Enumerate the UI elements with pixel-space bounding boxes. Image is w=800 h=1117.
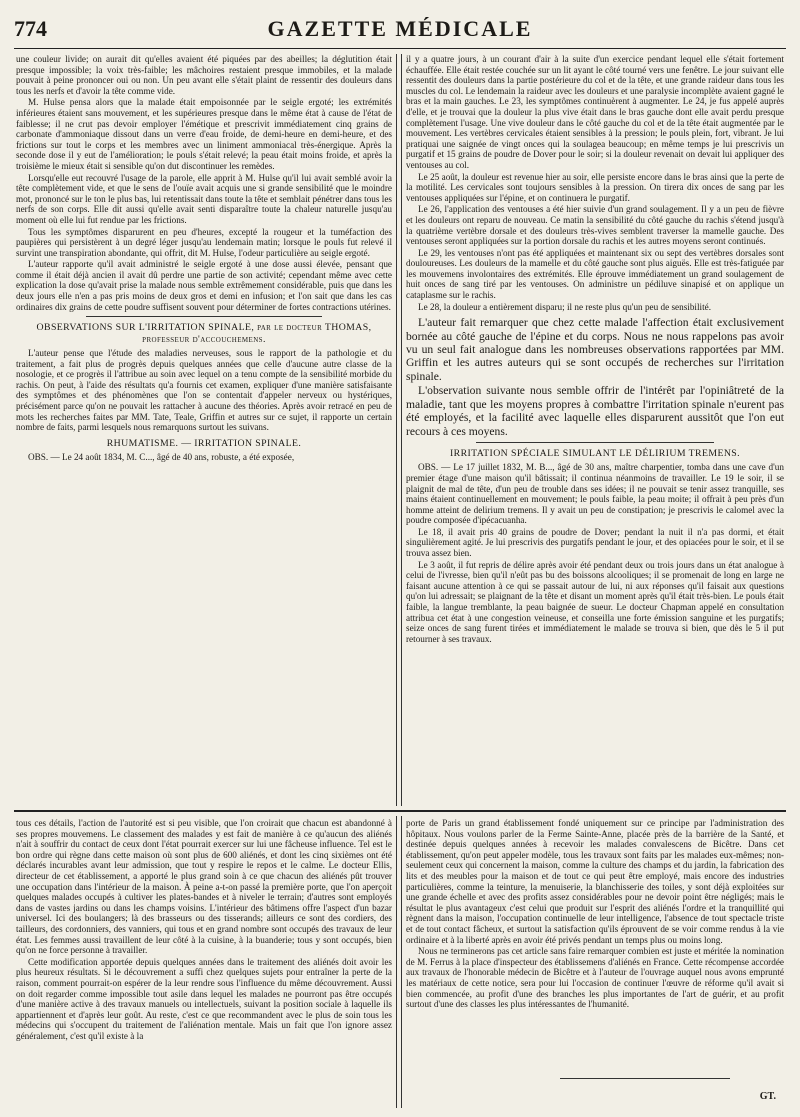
paragraph: Lorsqu'elle eut recouvré l'usage de la parole, elle apprit à M. Hulse qu'il lui avait semblé avoir la tête complètement vide, et que le sens de l'ouïe avait acquis une si grande sensibilité que le moindre mot, prononcé sur le ton le plus bas, lui retentissait dans toute la tête et semblait pénétrer dans tous les nerfs de son corps. Elle dit aussi qu'elle avait senti disparaître toute la chaleur naturelle jusqu'au moment où elle lui fut rendue par les frictions.	[16, 172, 392, 225]
column-left-bottom	[16, 818, 392, 1108]
paragraph: M. Hulse pensa alors que la malade était empoisonnée par le seigle ergoté; les extrémités inférieures étaient sans mouvement, et les supérieures presque dans le même état à cause de l'état de faiblesse; il ne crut pas devoir employer l'émétique et prescrivit immédiatement cinq grains de carbonate d'ammoniaque dissout dans un verre d'eau froide, de demi-heure en demi-heure, et des frictions sur tout le corps et les membres avec un liniment ammoniacal très-énergique. Après la seconde dose il y eut de l'amélioration; le pouls s'était relevé; la peau était moins froide, et après la troisième le mieux était si sensible qu'on dut discontinuer les remèdes.	[16, 97, 392, 171]
paragraph: L'auteur pense que l'étude des maladies nerveuses, sous le rapport de la pathologie et du traitement, a fait plus de progrès depuis quelques années que celle d'aucune autre classe de la nosologie, et ce progrès il l'attribue au soin avec lequel on a tenu compte de la sensibilité morbide du rachis. On peut, à l'aide des résultats qu'a fournis cet examen, expliquer d'une manière satisfaisante des symptômes et des phénomènes que l'on se contentait d'appeler nerveux ou hystériques, précisément parce qu'on ne pouvait les rattacher à aucune des théories. Après avoir retracé en peu de mots les recherches faites par MM. Tate, Teale, Griffin et autres sur ce sujet, il rapporte un certain nombre de faits, parmi lesquels nous remarquons surtout les suivans.	[16, 348, 392, 433]
paragraph: Nous ne terminerons pas cet article sans faire remarquer combien est juste et méritée la nomination de M. Ferrus à la place d'inspecteur des établissemens d'aliénés en France. Cette récompense accordée aux travaux de l'honorable médecin de Bicêtre et à l'auteur de l'ouvrage auquel nous avons emprunté les matériaux de cette notice, sera pour lui l'occasion de continuer l'œuvre de réforme qu'il avait si bien commencée, au profit d'une des branches les plus importantes de l'art de guérir, et au profit surtout d'une des classes les plus intéressantes de l'humanité.	[406, 946, 784, 1010]
subsection-title: IRRITATION SPÉCIALE SIMULANT LE DÉLIRIUM TREMENS.	[449, 447, 741, 459]
paragraph: Le 3 août, il fut repris de délire après avoir été pendant deux ou trois jours dans un état analogue à celui de l'ivresse, bien qu'il n'eût pas bu des boissons alcooliques; il se promenait de long en large ne faisant aucune attention à ce qui se passait autour de lui, ni aux réponses qu'il faisait aux questions qu'on lui adressait; se plaignant de la tête et disant un moment après qu'il était très-bien. Le pouls était faible, la langue tremblante, la peau baignée de sueur. Le docteur Chapman appelé en consultation attribua cet état à une congestion veineuse, et conseilla une forte émission sanguine et les purgatifs; seize onces de sang furent tirées et immédiatement le malade se trouva si bien, que dès le 5 il put retourner à ses travaux.	[406, 559, 784, 644]
paragraph: Tous les symptômes disparurent en peu d'heures, excepté la rougeur et la tuméfaction des paupières qui persistèrent à un degré léger jusqu'au lendemain matin; lorsque le pouls fut relevé il survint une transpiration abondante, qui offrit, dit M. Hulse, l'odeur particulière au seigle ergoté.	[16, 226, 392, 258]
paragraph: L'auteur rapporte qu'il avait administré le seigle ergoté à une dose aussi élevée, pensant que comme il était déjà ancien il avait dû perdre une partie de son activité; cependant même avec cette explication la dose qu'avait prise la malade nous semble extrêmement considérable, puis que dans les deux jours elle n'en a pas pris moins de deux gros et demi en infusion; et l'on sait que dans les cas ordinaires dix grains de cette poudre suffisent souvent pour déterminer de fortes contractions utérines.	[16, 259, 392, 312]
paragraph: L'auteur fait remarquer que chez cette malade l'affection était exclusivement bornée au côté gauche de l'épine et du corps. Nous ne nous rappelons pas avoir vu un seul fait analogue dans les nombreuses observations rapportées par MM. Griffin et les autres auteurs qui se sont occupés de recherches sur l'irritation spinale.	[406, 316, 784, 383]
paragraph: Le 29, les ventouses n'ont pas été appliquées et maintenant six ou sept des vertèbres dorsales sont douloureuses. Les douleurs de la mamelle et du côté gauche sont plus aiguës. Elle est très-fatiguée par les mouvemens involontaires des extrémités. Elle éprouve immédiatement un grand soulagement de huit onces de sang tiré par les ventouses. On administre un pédiluve sinapisé et on applique un cataplasme sur le rachis.	[406, 247, 784, 301]
column-divider	[396, 816, 402, 1108]
paragraph: Le 28, la douleur a entièrement disparu; il ne reste plus qu'un peu de sensibilité.	[418, 301, 712, 312]
paragraph: Le 18, il avait pris 40 grains de poudre de Dover; pendant la nuit il n'a pas dormi, et était singulièrement agité. Je lui prescrivis des purgatifs pendant le jour, et des opiacées pour le soir, et il se trouva assez bien.	[406, 526, 784, 559]
column-left-top	[16, 54, 392, 804]
paragraph: Le 26, l'application des ventouses a été hier suivie d'un grand soulagement. Il y a un peu de fièvre et les douleurs ont reparu de nouveau. Ce matin la sensibilité du côté gauche du rachis s'étend jusqu'à la quatrième vertèbre dorsale et des douleurs très-vives semblent traverser la mamelle gauche. Des ventouses seront appliquées sur la portion dorsale du rachis et les autres moyens seront continués.	[406, 204, 784, 247]
paragraph: OBS. — Le 17 juillet 1832, M. B..., âgé de 30 ans, maître charpentier, tomba dans une cave d'un premier étage d'une maison qu'il bâtissait; il continua néanmoins de travailler. Le 19 le soir, il se plaignit de mal de tête, d'un peu de trouble dans ses idées; il ne pouvait se tenir assez tranquille, ses mains étaient continuellement en mouvement; le pouls faible, la peau moite; il offrait à peu près d'un homme atteint de delirium tremens. Il y avait un peu de constipation; je prescrivis le calomel avec la poudre composée d'ipécacuanha.	[406, 462, 784, 526]
commentary-block	[406, 316, 784, 438]
paragraph: tous ces détails, l'action de l'autorité est si peu visible, que l'on croirait que chacun est abandonné à ses propres mouvemens. Le classement des malades y est fait de manière à ce qu'aucun des aliénés n'ait à souffrir du contact de ceux dont l'état pourrait exercer sur lui une fâcheuse influence. Tel est le bon ordre qui règne dans cette maison où sont plus de 600 aliénés, et dont les cinq sixièmes ont été déclarés incurables avant leur admission, que tout y respire le repos et le calme. Le docteur Ellis, directeur de cet établissement, a apporté le plus grand soin à ce que chacun des aliénés pût trouver une occupation dans l'intérieur de la maison. À peine a-t-on passé la première porte, que l'on aperçoit quelques malades occupés à cultiver les plates-bandes et à niveler le terrain; d'autres sont employés dans de vastes jardins ou dans les champs voisins. L'intérieur des bâtimens offre l'aspect d'un bazar universel. Ici des boulangers; là des brasseurs ou des tisserands; ailleurs ce sont des cordiers, des tailleurs, des cordonniers, des vanniers, qui tous et en grand nombre sont occupés des travaux de leur état. Les femmes aussi travaillent de leur côté à la cuisine, à la buanderie; tous y sont occupés, bien qu'on ne force personne à travailler.	[16, 818, 392, 956]
section-title: OBSERVATIONS SUR L'IRRITATION SPINALE, par le docteur THOMAS, professeur d'accouchemens.	[36, 322, 372, 345]
paragraph: une couleur livide; on aurait dit qu'elles avaient été piquées par des abeilles; la déglutition était presque impossible; la voix très-faible; les mâchoires restaient presque immobiles, et la malade pouvait à peine prononcer oui ou non. Un peu avant elle s'était plaint de ressentir des douleurs dans tous les nerfs et d'avoir la tête comme vide.	[16, 54, 392, 96]
masthead-title: GAZETTE MÉDICALE	[267, 16, 533, 41]
author-signature: GT.	[759, 1091, 776, 1102]
page-header	[14, 16, 786, 49]
section-divider	[86, 316, 322, 317]
horizontal-divider	[14, 810, 786, 812]
column-right-bottom	[406, 818, 784, 1074]
signature-rule	[560, 1078, 730, 1079]
column-right-top	[406, 54, 784, 804]
paragraph: Le 25 août, la douleur est revenue hier au soir, elle persiste encore dans le bras ainsi que la perte de la motilité. Les cervicales sont toujours sensibles à la pression. On tirera dix onces de sang par les ventouses appliquées sur l'épine, et on continuera le purgatif.	[406, 171, 784, 203]
paragraph: Cette modification apportée depuis quelques années dans le traitement des aliénés doit avoir les plus heureux résultats. Si le découvrement a suffi chez quelques sujets pour entraîner la perte de la raison, comment pourrait-on espérer de la leur rendre sous l'influence du même découvrement. Aussi on doit regarder comme impossible tout asile dans lequel les malades ne pourront pas être occupés d'une manière active à des travaux manuels ou intellectuels, suivant la position sociale à laquelle ils appartiennent et d'après leur goût. Au reste, c'est ce que recommandent avec le plus de soin tous les médecins qui s'occupent du traitement de l'aliénation mentale. Mais un fait que l'on ignore assez généralement, c'est qu'il existe à la	[16, 956, 392, 1041]
paragraph: OBS. — Le 24 août 1834, M. C..., âgé de 40 ans, robuste, a été exposée,	[28, 452, 295, 463]
column-divider	[396, 54, 402, 806]
section-divider	[476, 442, 714, 443]
page-number: 774	[14, 16, 47, 41]
paragraph: il y a quatre jours, à un courant d'air à la suite d'un exercice pendant lequel elle s'était fortement échauffée. Elle était restée couchée sur un lit ayant le côté tourné vers une fenêtre. Le jour suivant elle ressentit des douleurs dans la partie postérieure du col et de la tête, et une grande raideur dans tous les muscles du col. Le lendemain la raideur avec les douleurs et une paralysie incomplète avaient gagné le bras et la main gauches. Le 23, les symptômes continuèrent à augmenter. Le 24, je fus appelé auprès d'elle, et je trouvai que la douleur la plus vive était dans le bras gauche dont elle avait perdu presque complètement l'usage. Une vive douleur dans le côté gauche du col et de la tête était augmentée par le mouvement. Les vertèbres cervicales étaient sensibles à la pression; le pouls plein, fort, vibrant. Je lui pratiquai une saignée de vingt onces qui la soulagea beaucoup; en même temps je lui prescrivis un purgatif et 15 grains de poudre de Dover pour le soir; si la douleur revenait on devait lui appliquer des ventouses au col.	[406, 54, 784, 170]
paragraph: porte de Paris un grand établissement fondé uniquement sur ce principe par l'administration des hôpitaux. Nous voulons parler de la Ferme Sainte-Anne, placée près de la barrière de la Santé, et destinée depuis quelques années à recevoir les malades convalescens de Bicêtre. Dans cet établissement, qu'on peut appeler modèle, tous les travaux sont faits par les malades eux-mêmes; non-seulement ceux qui concernent la maison, comme la culture des champs et du jardin, la fabrication des lits et des meubles pour la maison et de tout ce qui peut être employé, mais encore des industries particulières, comme la teinture, la menuiserie, la blanchisserie des toiles, y sont déjà exploitées sur une grande échelle et avec des profits assez considérables pour ne devoir point être négligés; mais le résultat le plus avantageux c'est celui que produit sur l'esprit des aliénés l'ordre et la tranquillité qui règnent dans la maison, l'occupation continuelle de leur intelligence, l'absence de tout spectacle triste et de tout contact fâcheux, et surtout la satisfaction qu'ils éprouvent de se voir comme rendus à la vie ordinaire et à la liberté après en avoir été privés pendant un temps plus ou moins long.	[406, 818, 784, 945]
paragraph: L'observation suivante nous semble offrir de l'intérêt par l'opiniâtreté de la maladie, tant que les moyens propres à combattre l'irritation spinale n'eurent pas été employés, et la facilité avec laquelle elles disparurent aussitôt que l'on eut recours à ces moyens.	[406, 384, 784, 438]
subsection-title: RHUMATISME. — IRRITATION SPINALE.	[106, 437, 302, 449]
